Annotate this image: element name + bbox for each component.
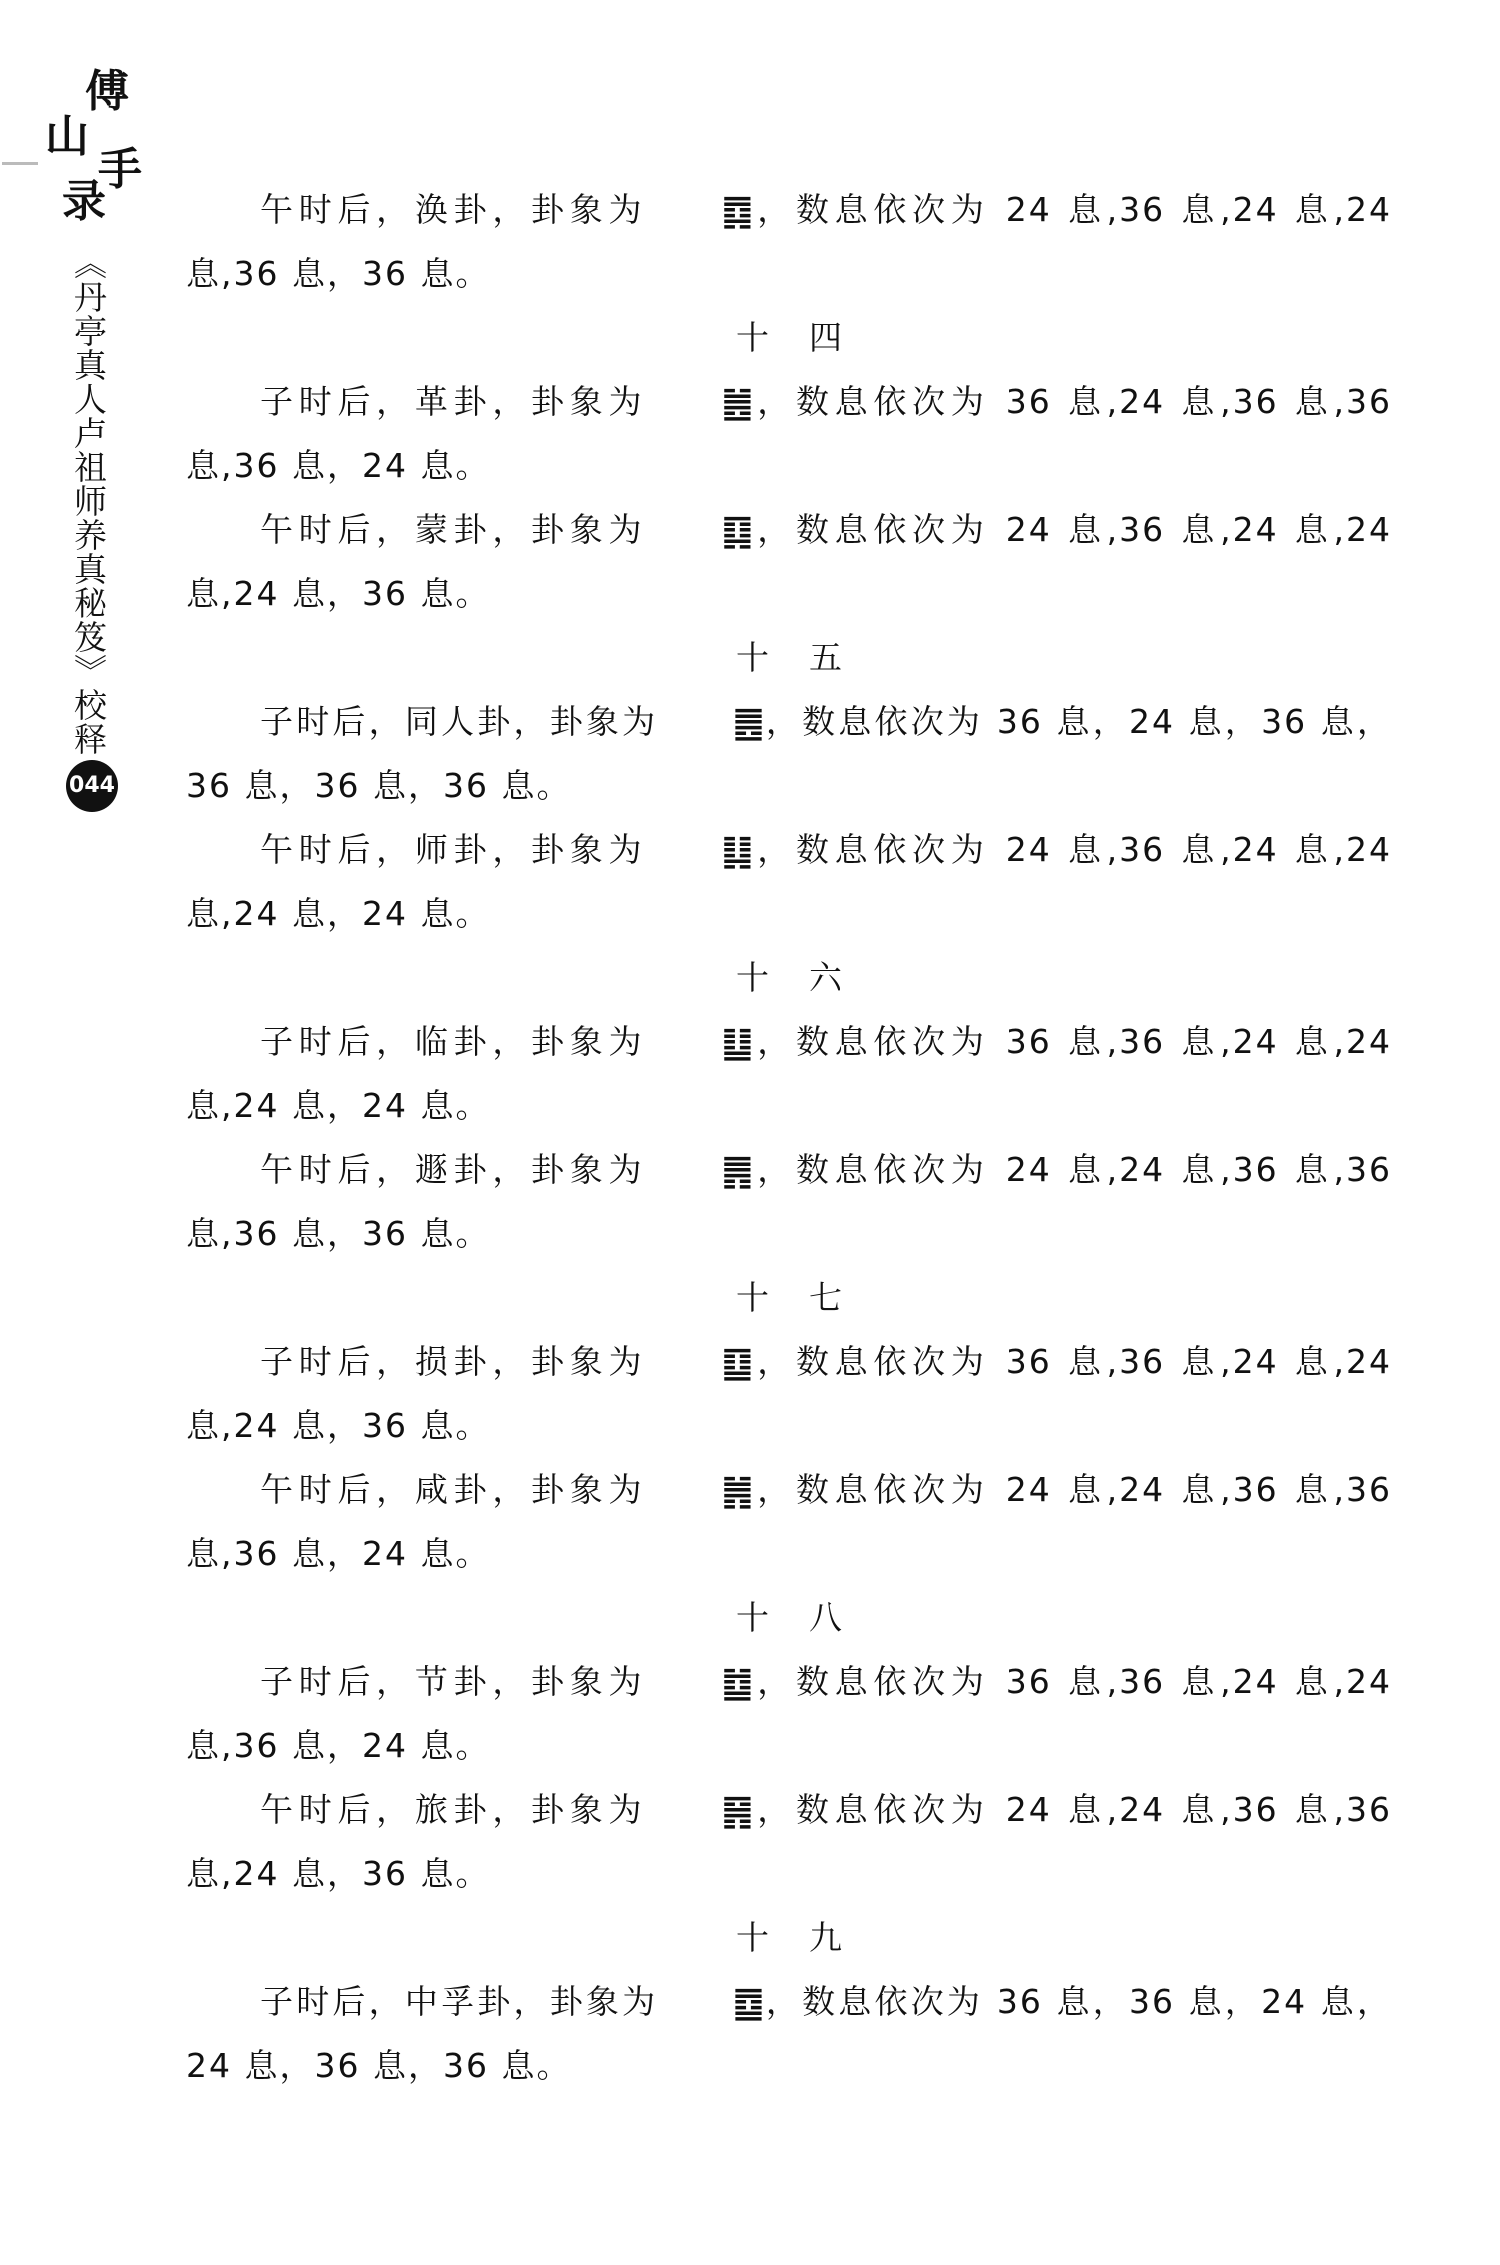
section-heading: 十八 bbox=[736, 1598, 882, 1637]
paragraph: 子时后，革卦，卦象为 ䷰，数息依次为 36 息,24 息,36 息,36 息,36 息，24 息。 bbox=[186, 382, 1392, 485]
hexagram-icon: ䷞ bbox=[721, 1471, 754, 1512]
section-heading: 十四 bbox=[736, 318, 882, 357]
hexagram-icon: ䷒ bbox=[721, 1023, 754, 1064]
hexagram-icon: ䷌ bbox=[732, 703, 765, 744]
paragraph: 午时后，蒙卦，卦象为 ䷃，数息依次为 24 息,36 息,24 息,24 息,24 息，36 息。 bbox=[186, 510, 1392, 613]
paragraph: 子时后，节卦，卦象为 ䷻，数息依次为 36 息,36 息,24 息,24 息,36 息，24 息。 bbox=[186, 1662, 1392, 1765]
logo-char: 手 bbox=[98, 144, 142, 195]
section-heading: 十七 bbox=[736, 1278, 882, 1317]
page-number-badge: 044 bbox=[66, 760, 118, 812]
main-text bbox=[186, 178, 1392, 2098]
hexagram-icon: ䷠ bbox=[721, 1151, 754, 1192]
paragraph: 午时后，遯卦，卦象为 ䷠，数息依次为 24 息,24 息,36 息,36 息,36 息，36 息。 bbox=[186, 1150, 1392, 1253]
section-heading: 十五 bbox=[736, 638, 882, 677]
hexagram-icon: ䷻ bbox=[721, 1663, 754, 1704]
paragraph: 午时后，师卦，卦象为 ䷆，数息依次为 24 息,36 息,24 息,24 息,24 息，24 息。 bbox=[186, 830, 1392, 933]
paragraph: 子时后，中孚卦，卦象为 ䷼，数息依次为 36 息，36 息，24 息，24 息，36 息，36 息。 bbox=[186, 1982, 1392, 2085]
logo-char: 录 bbox=[62, 176, 106, 227]
section-heading: 十九 bbox=[736, 1918, 882, 1957]
logo-char: 傅 bbox=[85, 66, 129, 117]
paragraph: 子时后，损卦，卦象为 ䷨，数息依次为 36 息,36 息,24 息,24 息,24 息，36 息。 bbox=[186, 1342, 1392, 1445]
section-heading: 十六 bbox=[736, 958, 882, 997]
spine-title: 《丹亭真人卢祖师养真秘笈》校释 bbox=[69, 246, 108, 756]
sidebar bbox=[0, 0, 150, 820]
hexagram-icon: ䷷ bbox=[721, 1791, 754, 1832]
paragraph: 午时后，涣卦，卦象为 ䷺，数息依次为 24 息,36 息,24 息,24 息,36 息，36 息。 bbox=[186, 190, 1392, 293]
hexagram-icon: ䷼ bbox=[732, 1983, 765, 2024]
paragraph: 午时后，咸卦，卦象为 ䷞，数息依次为 24 息,24 息,36 息,36 息,36 息，24 息。 bbox=[186, 1470, 1392, 1573]
logo-char: 山 bbox=[45, 111, 89, 162]
hexagram-icon: ䷨ bbox=[721, 1343, 754, 1384]
hexagram-icon: ䷰ bbox=[721, 383, 754, 424]
hexagram-icon: ䷆ bbox=[721, 831, 754, 872]
paragraph: 子时后，临卦，卦象为 ䷒，数息依次为 36 息,36 息,24 息,24 息,24 息，24 息。 bbox=[186, 1022, 1392, 1125]
book-logo bbox=[40, 66, 150, 230]
hexagram-icon: ䷃ bbox=[721, 511, 754, 552]
smudge-mark bbox=[2, 162, 38, 165]
paragraph: 子时后，同人卦，卦象为 ䷌，数息依次为 36 息，24 息，36 息，36 息，36 息，36 息。 bbox=[186, 702, 1392, 805]
paragraph: 午时后，旅卦，卦象为 ䷷，数息依次为 24 息,24 息,36 息,36 息,24 息，36 息。 bbox=[186, 1790, 1392, 1893]
hexagram-icon: ䷺ bbox=[721, 191, 754, 232]
